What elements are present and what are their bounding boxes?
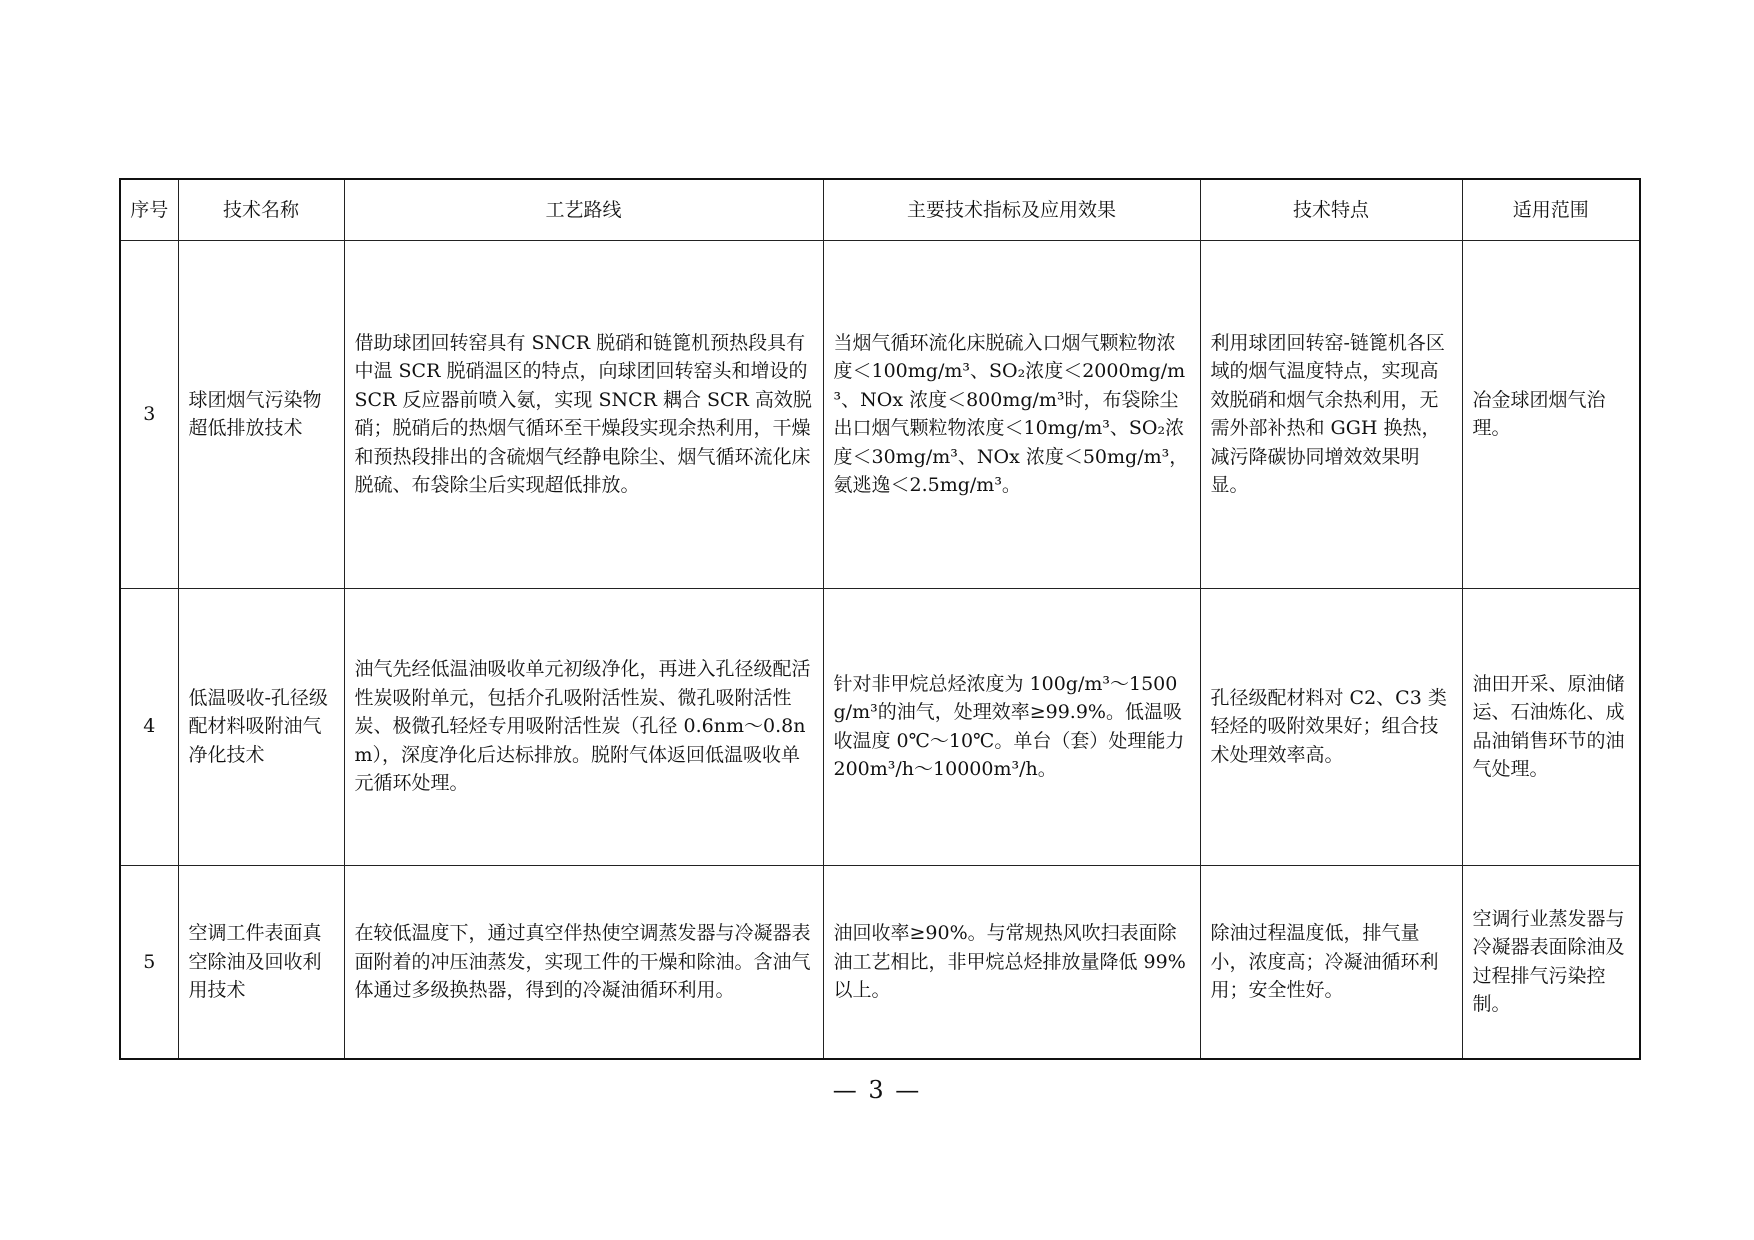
features-cell: 利用球团回转窑-链篦机各区域的烟气温度特点，实现高效脱硝和烟气余热利用，无需外部补热和 GGH 换热，减污降碳协同增效效果明显。 (1200, 240, 1462, 588)
header-tech-features: 技术特点 (1200, 179, 1462, 240)
row-number: 5 (120, 865, 178, 1059)
table-row (120, 588, 1640, 865)
technology-table (119, 178, 1641, 1060)
table-header-row (120, 179, 1640, 240)
features-cell: 孔径级配材料对 C2、C3 类轻烃的吸附效果好；组合技术处理效率高。 (1200, 588, 1462, 865)
tech-name-cell: 球团烟气污染物超低排放技术 (178, 240, 344, 588)
scope-cell: 空调行业蒸发器与冷凝器表面除油及过程排气污染控制。 (1462, 865, 1640, 1059)
metrics-cell: 针对非甲烷总烃浓度为 100g/m³～1500g/m³的油气，处理效率≥99.9%。低温吸收温度 0℃～10℃。单台（套）处理能力 200m³/h～10000m³/h。 (823, 588, 1200, 865)
table-row (120, 240, 1640, 588)
process-cell: 在较低温度下，通过真空伴热使空调蒸发器与冷凝器表面附着的冲压油蒸发，实现工件的干燥和除油。含油气体通过多级换热器，得到的冷凝油循环利用。 (344, 865, 823, 1059)
process-cell: 油气先经低温油吸收单元初级净化，再进入孔径级配活性炭吸附单元，包括介孔吸附活性炭、微孔吸附活性炭、极微孔轻烃专用吸附活性炭（孔径 0.6nm～0.8nm），深度净化后达标排放。脱附气体返回低温吸收单元循环处理。 (344, 588, 823, 865)
metrics-cell: 当烟气循环流化床脱硫入口烟气颗粒物浓度＜100mg/m³、SO₂浓度＜2000mg/m³、NOx 浓度＜800mg/m³时，布袋除尘出口烟气颗粒物浓度＜10mg/m³、SO₂浓度＜30mg/m³、NOx 浓度＜50mg/m³，氨逃逸＜2.5mg/m³。 (823, 240, 1200, 588)
process-cell: 借助球团回转窑具有 SNCR 脱硝和链篦机预热段具有中温 SCR 脱硝温区的特点，向球团回转窑头和增设的 SCR 反应器前喷入氨，实现 SNCR 耦合 SCR 高效脱硝；脱硝后的热烟气循环至干燥段实现余热利用，干燥和预热段排出的含硫烟气经静电除尘、烟气循环流化床脱硫、布袋除尘后实现超低排放。 (344, 240, 823, 588)
tech-name-cell: 低温吸收-孔径级配材料吸附油气净化技术 (178, 588, 344, 865)
row-number: 3 (120, 240, 178, 588)
header-main-metrics: 主要技术指标及应用效果 (823, 179, 1200, 240)
table-row (120, 865, 1640, 1059)
metrics-cell: 油回收率≥90%。与常规热风吹扫表面除油工艺相比，非甲烷总烃排放量降低 99%以上。 (823, 865, 1200, 1059)
header-tech-name: 技术名称 (178, 179, 344, 240)
features-cell: 除油过程温度低，排气量小，浓度高；冷凝油循环利用；安全性好。 (1200, 865, 1462, 1059)
page-number: — 3 — (832, 1076, 922, 1104)
header-scope: 适用范围 (1462, 179, 1640, 240)
header-index: 序号 (120, 179, 178, 240)
tech-name-cell: 空调工件表面真空除油及回收利用技术 (178, 865, 344, 1059)
header-process-route: 工艺路线 (344, 179, 823, 240)
scope-cell: 油田开采、原油储运、石油炼化、成品油销售环节的油气处理。 (1462, 588, 1640, 865)
row-number: 4 (120, 588, 178, 865)
scope-cell: 冶金球团烟气治理。 (1462, 240, 1640, 588)
